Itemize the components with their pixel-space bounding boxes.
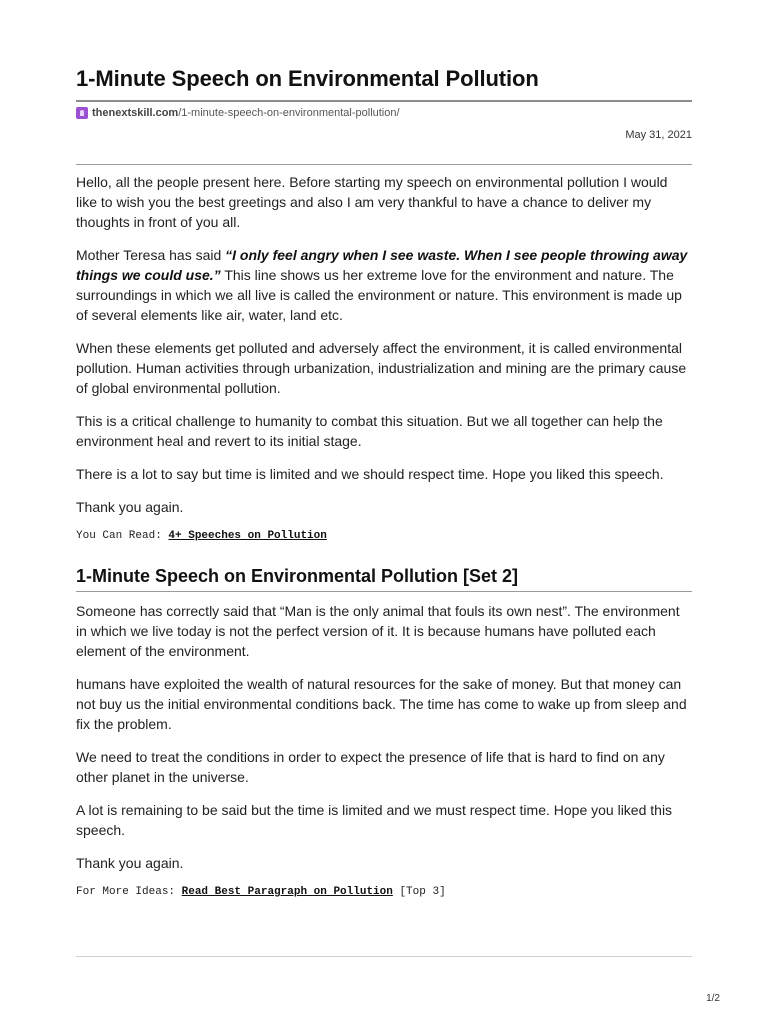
section-heading-set2: 1-Minute Speech on Environmental Pollution [Set 2]	[76, 566, 519, 586]
paragraph: A lot is remaining to be said but the time is limited and we must respect time. Hope you liked this speech.	[76, 802, 673, 838]
source-domain[interactable]: thenextskill.com	[92, 107, 179, 119]
paragraph: Thank you again.	[76, 499, 184, 515]
page-title: 1-Minute Speech on Environmental Pollution	[76, 66, 539, 91]
paragraph: humans have exploited the wealth of natural resources for the sake of money. But that money can not buy us the initial environmental conditions back. The time has come to wake up from sleep and fix the problem.	[76, 676, 687, 732]
page-number: 1/2	[706, 993, 720, 1004]
quote-lead: Mother Teresa has said	[76, 247, 226, 263]
section-divider	[76, 591, 692, 592]
more-suffix: [Top 3]	[392, 886, 446, 898]
title-divider	[76, 100, 692, 102]
paragraph: Thank you again.	[76, 855, 184, 871]
paragraph: There is a lot to say but time is limited and we should respect time. Hope you liked this speech.	[76, 466, 664, 482]
paragraph: Hello, all the people present here. Before starting my speech on environmental pollution I would like to wish you the best greetings and also I am very thankful to have a chance to deliver my thoughts in front of you all.	[76, 174, 668, 230]
quote-rest: This line shows us her extreme love for the environment and nature. The surroundings in which we all live is called the environment or nature. This environment is made up of several elements like air, water, land etc.	[76, 267, 682, 323]
publish-date: May 31, 2021	[625, 129, 692, 141]
paragraph: We need to treat the conditions in order to expect the presence of life that is hard to find on any other planet in the universe.	[76, 749, 665, 785]
more-ideas-line	[76, 886, 692, 898]
read-prefix: You Can Read:	[76, 530, 169, 542]
more-prefix: For More Ideas:	[76, 886, 182, 898]
speeches-link[interactable]: 4+ Speeches on Pollution	[168, 530, 327, 542]
source-line	[76, 107, 400, 119]
site-favicon-icon	[76, 107, 88, 119]
read-more-line	[76, 530, 692, 542]
paragraph: This is a critical challenge to humanity to combat this situation. But we all together can help the environment heal and revert to its initial stage.	[76, 413, 663, 449]
footer-divider	[76, 956, 692, 957]
paragraph-quote	[76, 245, 692, 325]
paragraph-link[interactable]: Read Best Paragraph on Pollution	[181, 886, 393, 898]
source-path[interactable]: /1-minute-speech-on-environmental-pollution/	[178, 107, 400, 119]
paragraph: Someone has correctly said that “Man is the only animal that fouls its own nest”. The environment in which we live today is not the perfect version of it. It is because humans have polluted each element of the environment.	[76, 603, 680, 659]
teresa-quote: “I only feel angry when I see waste. When I see people throwing away things we could use.”	[76, 247, 688, 283]
header-divider	[76, 164, 692, 165]
paragraph: When these elements get polluted and adversely affect the environment, it is called environmental pollution. Human activities through urbanization, industrialization and mining are the primary cause of global environmental pollution.	[76, 340, 687, 396]
article-body	[76, 172, 692, 898]
